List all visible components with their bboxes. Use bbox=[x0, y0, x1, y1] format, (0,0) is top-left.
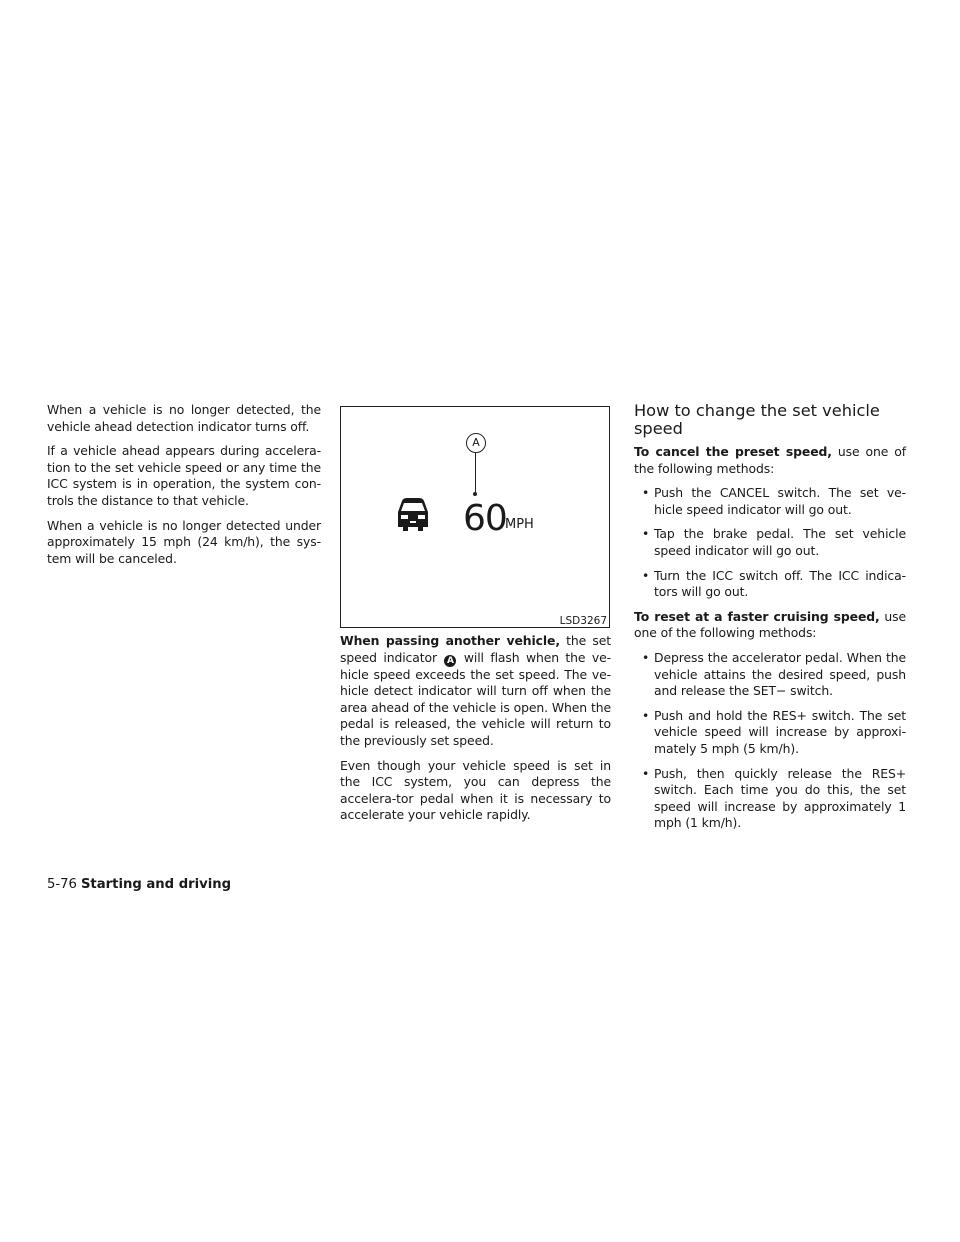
list-item: • Depress the accelerator pedal. When the vehicle attains the desired speed, push and release the SET− switch. bbox=[634, 650, 906, 700]
section-heading: How to change the set vehicle speed bbox=[634, 401, 880, 438]
page-number: 5-76 bbox=[47, 877, 77, 892]
middle-column bbox=[340, 633, 611, 832]
paragraph-text: will flash when the ve-hicle speed exceeds the set speed. The ve-hicle detect indicator will turn off when the area ahead of the vehicle is open. When the pedal is released, the vehicle will return to the previously set speed. bbox=[340, 649, 611, 748]
reset-methods-list bbox=[634, 650, 906, 832]
right-column bbox=[634, 402, 906, 840]
vehicle-ahead-icon bbox=[394, 497, 432, 533]
paragraph-lead: When passing another vehicle, bbox=[340, 633, 560, 648]
speed-unit: MPH bbox=[505, 517, 534, 532]
speed-display-figure bbox=[340, 406, 610, 628]
paragraph: If a vehicle ahead appears during accelera-tion to the set vehicle speed or any time the ICC system is in operation, the system con-trols the distance to that vehicle. bbox=[47, 443, 321, 508]
paragraph: When a vehicle is no longer detected under approximately 15 mph (24 km/h), the sys-tem will be canceled. bbox=[47, 517, 321, 566]
paragraph-text: use one of the following methods: bbox=[634, 444, 906, 476]
list-item: • Push, then quickly release the RES+ switch. Each time you do this, the set speed will increase by approximately 1 mph (1 km/h). bbox=[634, 766, 906, 832]
left-column bbox=[47, 402, 321, 575]
list-item: • Turn the ICC switch off. The ICC indica-tors will go out. bbox=[634, 568, 906, 601]
paragraph-lead: To cancel the preset speed, bbox=[634, 444, 832, 459]
paragraph-text: the set speed indicator bbox=[340, 633, 611, 665]
callout-line bbox=[475, 453, 476, 493]
paragraph bbox=[634, 444, 906, 477]
callout-marker-icon: A bbox=[444, 655, 456, 667]
set-speed-value: 60 bbox=[463, 498, 507, 539]
figure-code: LSD3267 bbox=[559, 615, 607, 627]
paragraph-lead: To reset at a faster cruising speed, bbox=[634, 608, 880, 624]
chapter-title: Starting and driving bbox=[80, 877, 232, 892]
cancel-methods-list bbox=[634, 485, 906, 601]
paragraph-text: use one of the following methods: bbox=[634, 608, 906, 641]
list-item: • Push and hold the RES+ switch. The set vehicle speed will increase by approxi-mately 5 mph (5 km/h). bbox=[634, 708, 906, 758]
paragraph: When a vehicle is no longer detected, the vehicle ahead detection indicator turns off. bbox=[47, 402, 321, 434]
list-item: • Push the CANCEL switch. The set ve-hicle speed indicator will go out. bbox=[634, 485, 906, 518]
page-footer bbox=[47, 877, 231, 893]
callout-dot bbox=[473, 492, 477, 496]
paragraph bbox=[634, 609, 906, 642]
paragraph: Even though your vehicle speed is set in the ICC system, you can depress the accelera-tor pedal when it is necessary to accelerate your vehicle rapidly. bbox=[340, 757, 611, 823]
callout-label: A bbox=[466, 433, 486, 453]
list-item: • Tap the brake pedal. The set vehicle speed indicator will go out. bbox=[634, 526, 906, 559]
paragraph bbox=[340, 633, 611, 750]
